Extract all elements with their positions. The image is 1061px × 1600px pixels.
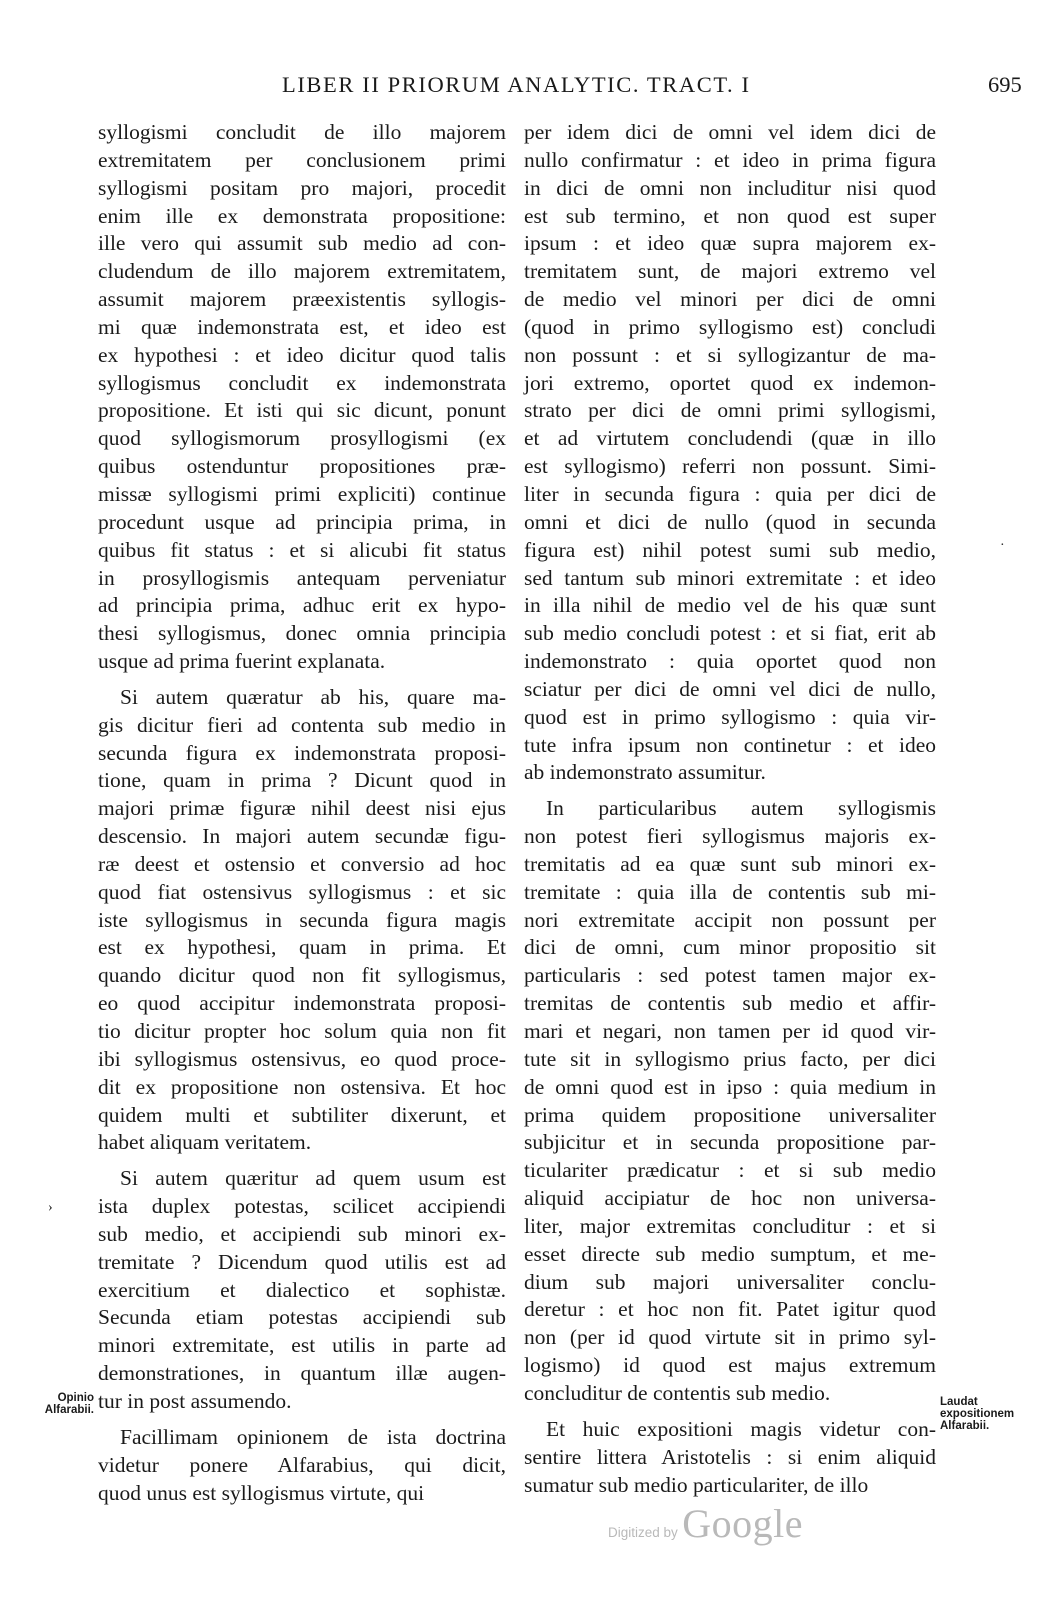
text-line: quibus ostenduntur propositiones præ-	[98, 454, 506, 479]
text-line: sub medio, et accipiendi sub minori ex-	[98, 1221, 506, 1246]
text-line: omni et dici de nullo (quod in secunda	[524, 509, 936, 534]
text-line: concluditur de contentis sub medio.	[524, 1380, 831, 1405]
text-line: mari et negari, non tamen per id quod vir-	[524, 1019, 936, 1043]
text-line: non possunt : et si syllogizantur de ma-	[524, 342, 936, 367]
text-line: ibi syllogismus ostensivus, eo quod proce-	[98, 1046, 506, 1071]
text-line: deretur : et hoc non fit. Patet igitur quod	[524, 1297, 936, 1322]
text-line: thesi syllogismus, donec omnia principia	[98, 621, 506, 646]
text-line: ticulariter prædicatur : et si sub medio	[524, 1158, 936, 1183]
text-line: in prosyllogismis antequam perveniatur	[98, 565, 506, 590]
text-line: in illa nihil de medio vel de his quæ sunt	[524, 593, 936, 618]
text-line: esset directe sub medio sumptum, et me-	[524, 1241, 936, 1266]
text-line: Si autem quæratur ab his, quare ma-	[120, 684, 506, 709]
google-logo: Google	[682, 1501, 803, 1546]
text-line: dium sub majori universaliter conclu-	[524, 1269, 936, 1294]
text-line: (quod in primo syllogismo est) concludi	[524, 314, 936, 339]
text-line: ræ deest et ostensio et conversio ad hoc	[98, 851, 506, 876]
paragraph-gap	[524, 1408, 936, 1416]
text-line: prima quidem propositione universaliter	[524, 1102, 936, 1127]
text-line: ad principia prima, adhuc erit ex hypo-	[98, 593, 506, 618]
text-line: assumit majorem præexistentis syllogis-	[98, 287, 506, 312]
text-line: Et huic expositioni magis videtur con-	[546, 1416, 936, 1441]
text-line: quando dicitur quod non fit syllogismus,	[98, 963, 506, 988]
text-line: quidem multi et subtiliter dixerunt, et	[98, 1102, 506, 1127]
right-text-column	[524, 119, 936, 1499]
text-line: In particularibus autem syllogismis	[546, 796, 936, 821]
text-line: Si autem quæritur ad quem usum est	[120, 1166, 506, 1191]
text-line: est ex hypothesi, quam in prima. Et	[98, 935, 506, 960]
text-line: tremitas de contentis sub medio et affir-	[524, 991, 936, 1016]
text-line: quod unus est syllogismus virtute, qui	[98, 1480, 425, 1505]
watermark-prefix: Digitized by	[608, 1525, 678, 1540]
text-line: sentire littera Aristotelis : si enim aliquid	[524, 1444, 936, 1469]
text-line: syllogismus concludit ex indemonstrata	[98, 370, 506, 395]
text-line: ex hypothesi : et ideo dicitur quod talis	[98, 342, 506, 367]
text-line: ab indemonstrato assumitur.	[524, 760, 766, 785]
text-line: per idem dici de omni vel idem dici de	[524, 120, 936, 144]
text-line: eo quod accipitur indemonstrata proposi-	[98, 991, 506, 1016]
text-line: logismo) id quod est majus extremum	[524, 1353, 936, 1378]
text-line: indemonstrato : quia oportet quod non	[524, 649, 936, 674]
text-line: sub medio concludi potest : et si fiat, erit ab	[524, 621, 936, 646]
text-line: Facillimam opinionem de ista doctrina	[120, 1424, 506, 1449]
text-line: in dici de omni non includitur nisi quod	[524, 175, 936, 200]
text-line: tremitate : quia illa de contentis sub mi-	[524, 879, 936, 904]
text-line: exercitium et dialectico et sophistæ.	[98, 1277, 506, 1302]
text-line: nullo confirmatur : et ideo in prima figura	[524, 147, 936, 172]
text-line: de medio vel minori per dici de omni	[524, 287, 936, 312]
text-line: tione, quam in prima ? Dicunt quod in	[98, 768, 506, 793]
text-line: et ad virtutem concludendi (quæ in illo	[524, 426, 936, 451]
text-line: habet aliquam veritatem.	[98, 1130, 312, 1155]
running-title: LIBER II PRIORUM ANALYTIC. TRACT. I	[282, 72, 751, 97]
text-line: sed tantum sub minori extremitate : et ideo	[524, 565, 936, 590]
text-line: tremitate ? Dicendum quod utilis est ad	[98, 1249, 506, 1274]
text-line: iste syllogismus in secunda figura magis	[98, 907, 506, 932]
text-line: ipsum : et ideo quæ supra majorem ex-	[524, 231, 936, 256]
text-line: enim ille ex demonstrata propositione:	[98, 203, 506, 228]
margin-speck: ·	[1000, 538, 1005, 553]
text-line: syllogismi positam pro majori, procedit	[98, 175, 506, 200]
text-line: dit ex propositione non ostensiva. Et hoc	[98, 1074, 506, 1099]
text-line: gis dicitur fieri ad contenta sub medio in	[98, 712, 506, 737]
text-line: tremitatis ad ea quæ sunt sub minori ex-	[524, 851, 936, 876]
text-line: ista duplex potestas, scilicet accipiendi	[98, 1194, 506, 1219]
paragraph-gap	[98, 676, 506, 684]
text-line: strato per dici de omni primi syllogismi,	[524, 398, 936, 423]
text-line: secunda figura ex indemonstrata proposi-	[98, 740, 506, 765]
text-line: majori primæ figuræ nihil deest nisi ejus	[98, 796, 506, 821]
text-line: sciatur per dici de omni vel dici de nullo,	[524, 676, 936, 701]
text-line: tremitatem sunt, de majori extremo vel	[524, 259, 936, 284]
text-line: figura est) nihil potest sumi sub medio,	[524, 537, 936, 562]
text-line: descensio. In majori autem secundæ figu-	[98, 824, 506, 849]
text-line: ille vero qui assumit sub medio ad con-	[98, 231, 506, 256]
text-line: missæ syllogismi primi expliciti) continue	[98, 481, 506, 506]
text-line: extremitatem per conclusionem primi	[98, 147, 506, 172]
text-line: quibus fit status : et si alicubi fit status	[98, 537, 506, 562]
text-line: est syllogismo) referri non possunt. Simi-	[524, 454, 936, 479]
text-line: tute infra ipsum non continetur : et ideo	[524, 732, 936, 757]
text-line: non (per id quod virtute sit in primo syl-	[524, 1325, 936, 1350]
text-line: non potest fieri syllogismus majoris ex-	[524, 824, 936, 849]
text-line: est sub termino, et non quod est super	[524, 203, 936, 228]
paragraph-gap	[98, 1416, 506, 1424]
text-line: tute sit in syllogismo prius facto, per dici	[524, 1046, 936, 1071]
text-line: particularis : sed potest tamen major ex-	[524, 963, 936, 988]
text-line: aliquid accipiatur de hoc non universa-	[524, 1186, 936, 1211]
text-line: subjicitur et in secunda propositione par-	[524, 1130, 936, 1155]
text-line: dici de omni, cum minor propositio sit	[524, 935, 936, 960]
text-line: Secunda etiam potestas accipiendi sub	[98, 1305, 506, 1330]
text-line: minori extremitate, est utilis in parte ad	[98, 1333, 506, 1358]
margin-note-left: Opinio Alfarabii.	[44, 1392, 94, 1416]
text-line: usque ad prima fuerint explanata.	[98, 649, 386, 674]
text-line: mi quæ indemonstrata est, et ideo est	[98, 314, 506, 339]
text-line: videtur ponere Alfarabius, qui dicit,	[98, 1452, 506, 1477]
text-line: quod syllogismorum prosyllogismi (ex	[98, 426, 506, 451]
text-line: tur in post assumendo.	[98, 1388, 292, 1413]
left-text-column	[98, 119, 506, 1507]
text-line: quod fiat ostensivus syllogismus : et sic	[98, 879, 506, 904]
text-line: demonstrationes, in quantum illæ augen-	[98, 1361, 506, 1386]
text-line: procedunt usque ad principia prima, in	[98, 509, 506, 534]
text-line: syllogismi concludit de illo majorem	[98, 120, 506, 144]
paragraph-gap	[524, 787, 936, 795]
paragraph-gap	[98, 1157, 506, 1165]
margin-note-right: Laudat expositionem Alfarabii.	[940, 1396, 1015, 1432]
text-line: jori extremo, oportet quod ex indemon-	[524, 370, 936, 395]
text-line: liter in secunda figura : quia per dici de	[524, 481, 936, 506]
margin-speck: ›	[48, 1200, 53, 1215]
text-line: liter, major extremitas concluditur : et si	[524, 1213, 936, 1238]
digitized-watermark	[608, 1500, 803, 1547]
text-line: tio dicitur propter hoc solum quia non fit	[98, 1019, 506, 1043]
text-line: cludendum de illo majorem extremitatem,	[98, 259, 506, 284]
page-number: 695	[988, 72, 1022, 97]
text-line: sumatur sub medio particulariter, de illo	[524, 1472, 869, 1497]
text-line: propositione. Et isti qui sic dicunt, ponunt	[98, 398, 506, 423]
text-line: quod est in primo syllogismo : quia vir-	[524, 704, 936, 729]
text-line: de omni quod est in ipso : quia medium in	[524, 1074, 936, 1099]
text-line: nori extremitate accipit non possunt per	[524, 907, 936, 932]
running-header	[0, 72, 1061, 106]
